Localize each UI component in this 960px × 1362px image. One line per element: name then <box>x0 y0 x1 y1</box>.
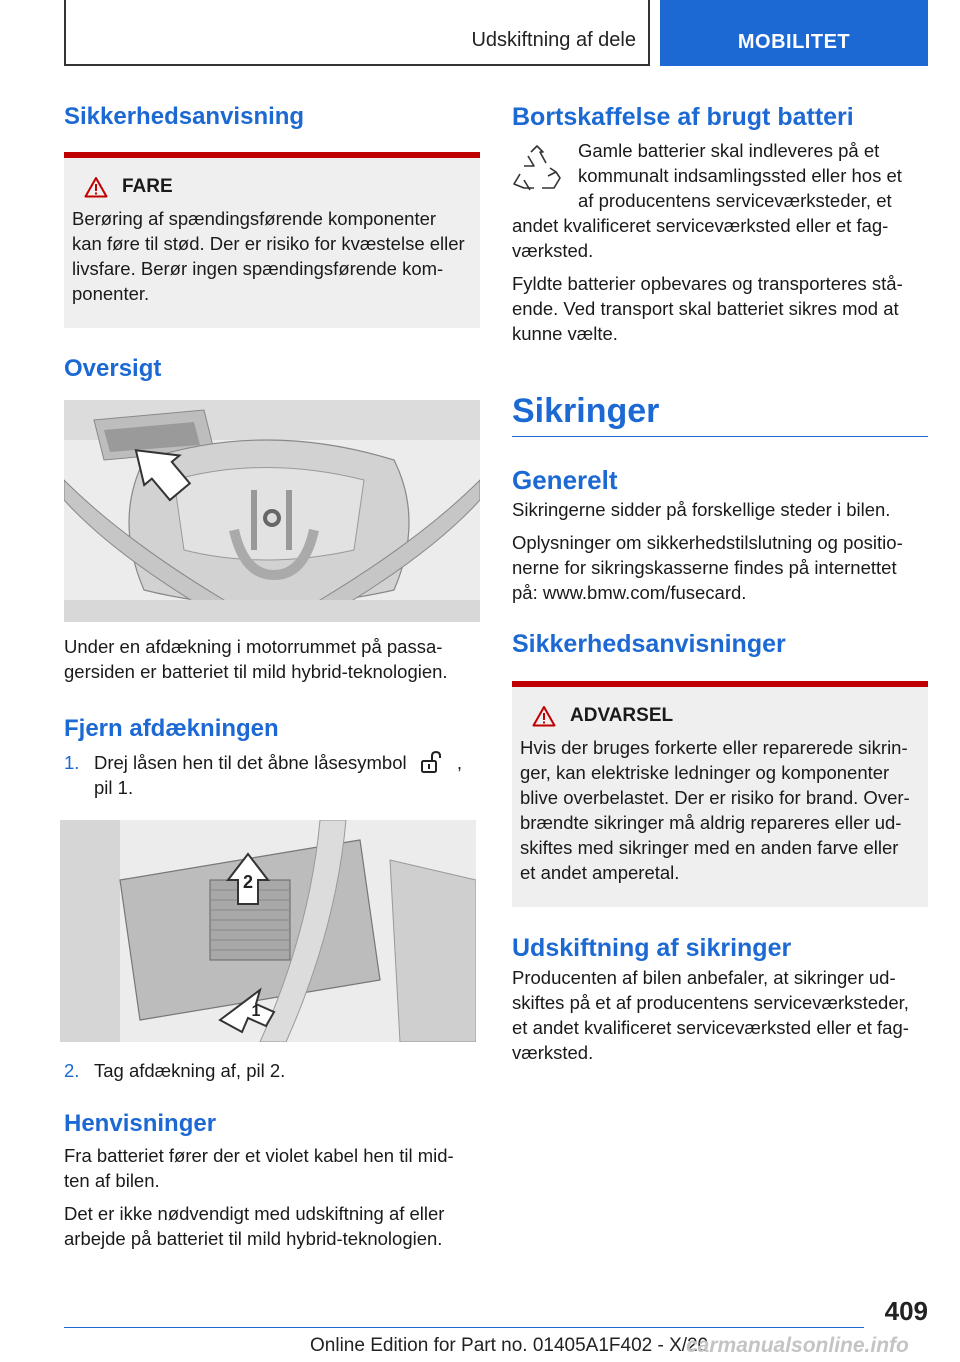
notes-line: Det er ikke nødvendigt med udskiftning af eller <box>64 1203 445 1224</box>
danger-label <box>72 176 470 198</box>
caption-line: Under en afdækning i motorrummet på passa- <box>64 636 443 657</box>
engine-bay-image <box>64 400 480 622</box>
warning-text <box>520 735 918 885</box>
disposal-line: Gamle batterier skal indleveres på et <box>578 140 880 161</box>
replace-line: skiftes på et af producentens serviceværksteder, <box>512 992 909 1013</box>
storage-paragraph <box>512 271 928 346</box>
notes-line: arbejde på batteriet til mild hybrid-teknologien. <box>64 1228 443 1249</box>
fusecard-info <box>512 530 928 605</box>
info-line: Oplysninger om sikkerhedstilslutning og positio- <box>512 532 903 553</box>
footer-divider <box>64 1327 864 1328</box>
warning-label-text: ADVARSEL <box>570 705 674 726</box>
warning-line: ger, kan elektriske ledninger og komponenter <box>520 762 890 783</box>
battery-cover-image <box>60 820 476 1042</box>
warning-triangle-icon <box>532 705 556 727</box>
arrow-label-2: 2 <box>242 872 254 892</box>
general-heading: Generelt <box>512 465 618 495</box>
section-tab[interactable]: MOBILITET <box>660 0 928 66</box>
danger-box <box>64 152 480 328</box>
right-column <box>512 96 928 1065</box>
replace-line: værksted. <box>512 1042 594 1063</box>
step-text <box>94 750 462 800</box>
step-number: 1. <box>64 752 80 773</box>
warning-line: Hvis der bruges forkerte eller reparerede sikrin- <box>520 737 908 758</box>
disposal-line: værksted. <box>512 240 594 261</box>
warning-line: blive overbelastet. Der er risiko for brand. Over- <box>520 787 910 808</box>
overview-heading: Oversigt <box>64 355 162 382</box>
step-item <box>64 750 480 800</box>
overview-caption <box>64 634 480 684</box>
recycle-box <box>512 138 578 213</box>
storage-line: kunne vælte. <box>512 323 618 344</box>
general-text: Sikringerne sidder på forskellige steder i bilen. <box>512 499 891 520</box>
replace-fuses-text <box>512 965 928 1065</box>
warning-label <box>520 705 918 727</box>
replace-line: et andet kvalificeret serviceværksted eller et fag- <box>512 1017 909 1038</box>
notes-line: ten af bilen. <box>64 1170 160 1191</box>
step-line: Drej låsen hen til det åbne låsesymbol <box>94 752 407 773</box>
fuses-heading: Sikringer <box>512 390 928 437</box>
unlocked-padlock-icon <box>412 751 452 773</box>
recycle-icon <box>512 144 562 194</box>
header-frame <box>64 0 650 66</box>
caption-line: gersiden er batteriet til mild hybrid-teknologien. <box>64 661 448 682</box>
remove-cover-heading: Fjern afdækningen <box>64 715 279 742</box>
engine-illustration <box>64 400 480 622</box>
notes-heading: Henvisninger <box>64 1110 217 1137</box>
notes-paragraph <box>64 1201 480 1251</box>
disposal-indented-text <box>578 138 902 213</box>
disposal-block <box>512 138 928 213</box>
notes-paragraph <box>64 1143 480 1193</box>
step-line: pil 1. <box>94 777 134 798</box>
storage-line: ende. Ved transport skal batteriet sikres mod at <box>512 298 899 319</box>
page-header <box>64 0 928 66</box>
step-line: , <box>456 752 463 773</box>
danger-line: kan føre til stød. Der er risiko for kvæstelse eller <box>72 233 465 254</box>
safety-instructions-heading: Sikkerhedsanvisninger <box>512 630 786 658</box>
disposal-line: af producentens serviceværksteder, et <box>578 190 892 211</box>
watermark-brand[interactable]: carmanualsonline.info <box>686 1334 909 1357</box>
step-item <box>64 1058 480 1083</box>
chapter-title: Udskiftning af dele <box>471 29 636 51</box>
danger-line: Berøring af spændingsførende komponenter <box>72 208 437 229</box>
disposal-line: kommunalt indsamlingssted eller hos et <box>578 165 902 186</box>
replace-line: Producenten af bilen anbefaler, at sikringer ud- <box>512 967 896 988</box>
danger-line: livsfare. Berør ingen spændingsførende kom- <box>72 258 444 279</box>
replace-fuses-heading: Udskiftning af sikringer <box>512 934 792 962</box>
warning-box <box>512 681 928 907</box>
arrow-label-1: 1 <box>251 1003 261 1020</box>
danger-label-text: FARE <box>122 176 173 197</box>
info-line: på: www.bmw.com/fusecard. <box>512 582 747 603</box>
storage-line: Fyldte batterier opbevares og transporteres stå- <box>512 273 903 294</box>
battery-cover-illustration <box>60 820 476 1042</box>
page-number: 409 <box>884 1296 928 1326</box>
left-column <box>64 96 480 1251</box>
info-line: nerne for sikringskasserne findes på internettet <box>512 557 897 578</box>
disposal-continued <box>512 213 928 263</box>
disposal-heading: Bortskaffelse af brugt batteri <box>512 103 854 131</box>
warning-triangle-icon <box>84 176 108 198</box>
warning-line: brændte sikringer må aldrig repareres eller ud- <box>520 812 902 833</box>
step-text: Tag afdækning af, pil 2. <box>94 1060 286 1081</box>
step-number: 2. <box>64 1060 80 1081</box>
disposal-line: andet kvalificeret serviceværksted eller et fag- <box>512 215 889 236</box>
safety-heading: Sikkerhedsanvisning <box>64 103 305 130</box>
warning-line: skiftes med sikringer med en anden farve eller <box>520 837 899 858</box>
edition-text: Online Edition for Part no. 01405A1F402 - X/20 <box>310 1335 709 1356</box>
danger-text <box>72 206 470 306</box>
warning-line: et andet amperetal. <box>520 862 680 883</box>
notes-line: Fra batteriet fører der et violet kabel hen til mid- <box>64 1145 454 1166</box>
danger-line: ponenter. <box>72 283 150 304</box>
